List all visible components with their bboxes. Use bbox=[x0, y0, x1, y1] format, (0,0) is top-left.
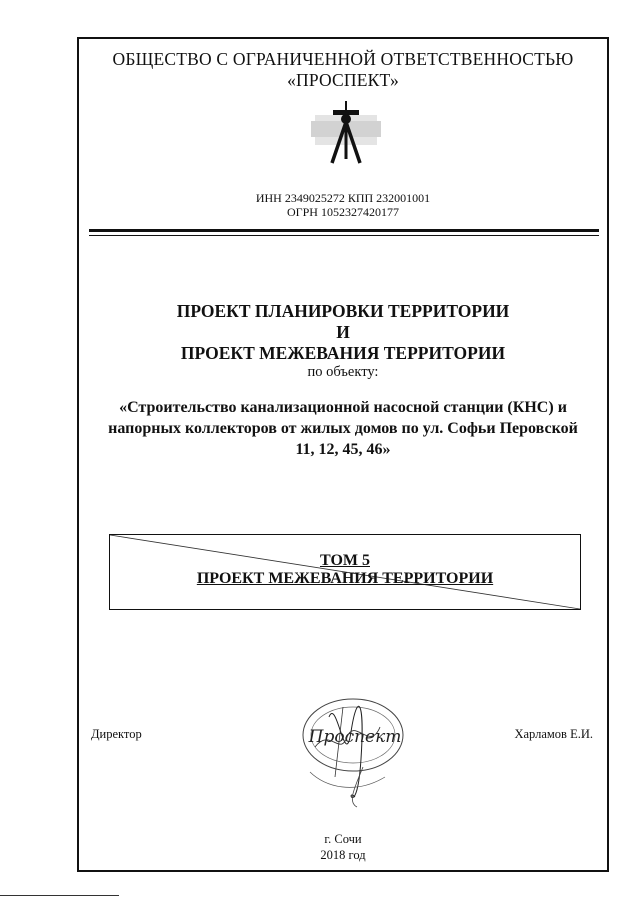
director-position: Директор bbox=[91, 727, 142, 741]
object-line3: 11, 12, 45, 46» bbox=[295, 441, 391, 458]
title-page-frame bbox=[77, 37, 609, 872]
stamp-text: Проспект bbox=[308, 727, 402, 747]
document-subtitle: по объекту: bbox=[307, 364, 379, 380]
volume-name: ПРОЕКТ МЕЖЕВАНИЯ ТЕРРИТОРИИ bbox=[196, 570, 494, 587]
title-line1: ПРОЕКТ ПЛАНИРОВКИ ТЕРРИТОРИИ bbox=[176, 301, 510, 321]
company-stamp-signature bbox=[285, 677, 415, 811]
header-divider-thick bbox=[89, 229, 599, 232]
company-requisites bbox=[79, 191, 607, 219]
organization-name-line2: «ПРОСПЕКТ» bbox=[287, 70, 399, 90]
object-description bbox=[97, 397, 589, 460]
header-divider-thin bbox=[89, 235, 599, 236]
surveying-tripod-icon bbox=[311, 97, 381, 167]
volume-number: ТОМ 5 bbox=[319, 552, 370, 569]
document-title bbox=[79, 301, 607, 364]
title-line3: ПРОЕКТ МЕЖЕВАНИЯ ТЕРРИТОРИИ bbox=[180, 343, 506, 363]
object-line1: «Строительство канализационной насосной станции (КНС) и bbox=[119, 399, 567, 416]
director-name: Харламов Е.И. bbox=[514, 727, 593, 741]
city: г. Сочи bbox=[324, 832, 362, 846]
inn-kpp: ИНН 2349025272 КПП 232001001 bbox=[255, 191, 431, 205]
organization-name-line1: ОБЩЕСТВО С ОГРАНИЧЕННОЙ ОТВЕТСТВЕННОСТЬЮ bbox=[112, 49, 574, 69]
place-and-year bbox=[79, 831, 607, 863]
volume-heading bbox=[110, 552, 580, 588]
title-line2: И bbox=[336, 322, 350, 342]
year: 2018 год bbox=[320, 848, 366, 862]
page-footnote-line bbox=[0, 895, 119, 896]
volume-box bbox=[109, 534, 581, 610]
ogrn: ОГРН 1052327420177 bbox=[287, 205, 399, 219]
object-line2: напорных коллекторов от жилых домов по ул. Софьи Перовской bbox=[108, 420, 578, 437]
organization-header bbox=[79, 49, 607, 91]
